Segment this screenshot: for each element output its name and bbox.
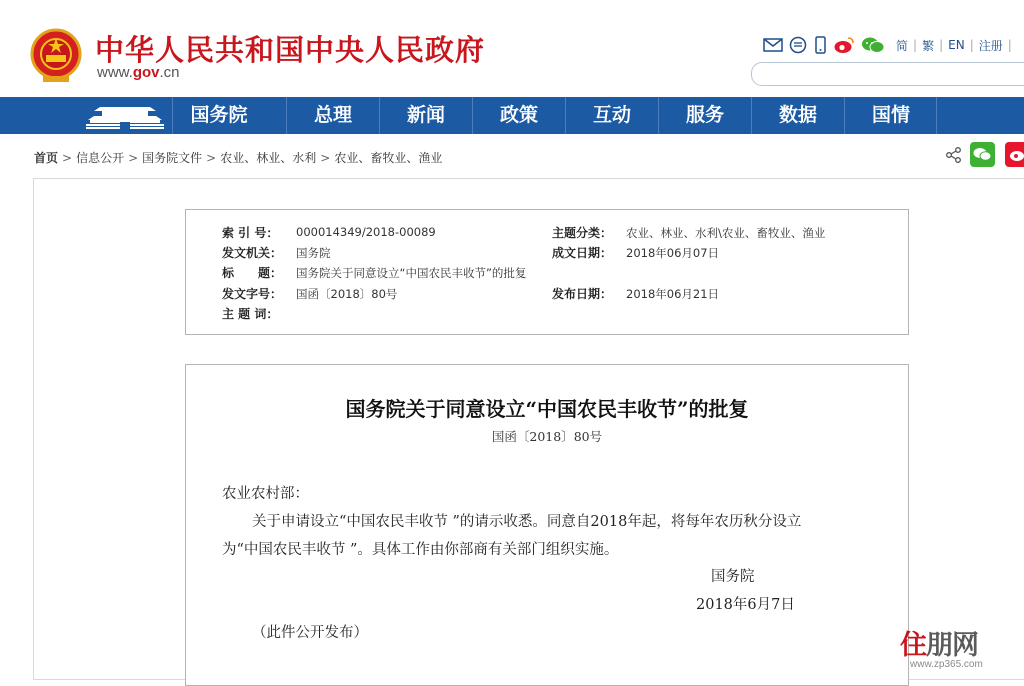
document-date: 2018年6月7日	[696, 597, 795, 613]
breadcrumb-separator: >	[128, 151, 139, 165]
index-label: 索 引 号：	[222, 226, 279, 240]
register-link[interactable]: 注册	[978, 38, 1003, 53]
divider: |	[1007, 38, 1012, 52]
breadcrumb-item[interactable]: 农业、林业、水利	[220, 151, 317, 165]
index-value: 000014349/2018-00089	[296, 225, 436, 239]
watermark-brand-red: 住	[900, 630, 926, 660]
message-icon[interactable]	[789, 36, 807, 54]
site-header	[0, 0, 1024, 97]
nav-item-services[interactable]: 服务	[658, 97, 751, 134]
site-title[interactable]: 中华人民共和国中央人民政府	[95, 33, 486, 67]
breadcrumb-separator: >	[62, 151, 73, 165]
lang-simplified-link[interactable]: 简	[896, 38, 909, 53]
keywords-label: 主 题 词：	[222, 307, 279, 321]
wechat-icon	[970, 142, 995, 167]
document-meta-table	[185, 209, 909, 335]
url-gov: gov	[132, 64, 160, 81]
nav-item-data[interactable]: 数据	[751, 97, 844, 134]
divider: |	[939, 38, 944, 52]
weibo-share-button[interactable]	[1005, 142, 1024, 167]
divider: |	[969, 38, 974, 52]
issuer-value: 国务院	[296, 246, 331, 260]
nav-item-premier[interactable]: 总理	[286, 97, 379, 134]
nav-item-national-info[interactable]: 国情	[844, 97, 937, 134]
url-suffix: .cn	[159, 64, 180, 81]
doc-number-value: 国函〔2018〕80号	[296, 287, 398, 301]
document-body	[185, 364, 909, 686]
divider: |	[913, 38, 918, 52]
share-icon[interactable]	[945, 146, 963, 164]
document-recipient: 农业农村部：	[222, 486, 309, 502]
lang-traditional-link[interactable]: 繁	[922, 38, 935, 53]
url-prefix: www.	[97, 64, 133, 81]
subject-value: 农业、林业、水利\农业、畜牧业、渔业	[626, 226, 826, 240]
breadcrumb-item[interactable]: 国务院文件	[142, 151, 203, 165]
subject-label: 主题分类：	[552, 226, 613, 240]
nav-item-news[interactable]: 新闻	[379, 97, 472, 134]
lang-en-link[interactable]: EN	[948, 38, 965, 52]
weibo-icon[interactable]	[833, 36, 855, 54]
published-date-value: 2018年06月21日	[626, 287, 720, 301]
wechat-share-button[interactable]	[970, 142, 995, 167]
breadcrumb-separator: >	[320, 151, 331, 165]
nav-item-policy[interactable]: 政策	[472, 97, 565, 134]
published-date-label: 发布日期：	[552, 287, 613, 301]
title-label: 标 题：	[222, 266, 283, 280]
watermark-brand-rest: 朋网	[926, 630, 978, 660]
national-emblem-icon[interactable]	[30, 28, 82, 84]
search-input[interactable]	[751, 62, 1024, 86]
nav-item-interaction[interactable]: 互动	[565, 97, 658, 134]
weibo-icon	[1005, 142, 1024, 167]
nav-item-state-council[interactable]: 国务院	[172, 97, 265, 134]
issuer-label: 发文机关：	[222, 246, 283, 260]
doc-number-label: 发文字号：	[222, 287, 283, 301]
breadcrumb-item[interactable]: 农业、畜牧业、渔业	[334, 151, 443, 165]
wechat-icon[interactable]	[861, 36, 885, 54]
watermark-url: www.zp365.com	[910, 659, 983, 670]
mail-icon[interactable]	[763, 37, 783, 53]
document-signature: 国务院	[711, 569, 755, 585]
breadcrumb	[34, 149, 442, 166]
site-url[interactable]	[97, 64, 180, 81]
title-value: 国务院关于同意设立“中国农民丰收节”的批复	[296, 266, 527, 280]
watermark	[900, 623, 983, 670]
mobile-icon[interactable]	[813, 36, 827, 54]
breadcrumb-item[interactable]: 信息公开	[76, 151, 125, 165]
watermark-brand	[900, 623, 978, 662]
document-body-line: 为“中国农民丰收节 ”。具体工作由你部商有关部门组织实施。	[222, 542, 619, 558]
header-tools	[763, 35, 1012, 55]
created-date-label: 成文日期：	[552, 246, 613, 260]
document-number: 国函〔2018〕80号	[491, 429, 603, 444]
document-note: （此件公开发布）	[252, 625, 368, 641]
breadcrumb-separator: >	[206, 151, 217, 165]
document-body-line: 关于申请设立“中国农民丰收节 ”的请示收悉。同意自2018年起，将每年农历秋分设立	[252, 514, 802, 530]
created-date-value: 2018年06月07日	[626, 246, 720, 260]
divider	[936, 97, 937, 134]
breadcrumb-home[interactable]: 首页	[34, 151, 59, 165]
main-nav	[0, 97, 1024, 134]
tiananmen-logo-icon[interactable]	[80, 99, 170, 132]
document-title: 国务院关于同意设立“中国农民丰收节”的批复	[345, 397, 749, 421]
